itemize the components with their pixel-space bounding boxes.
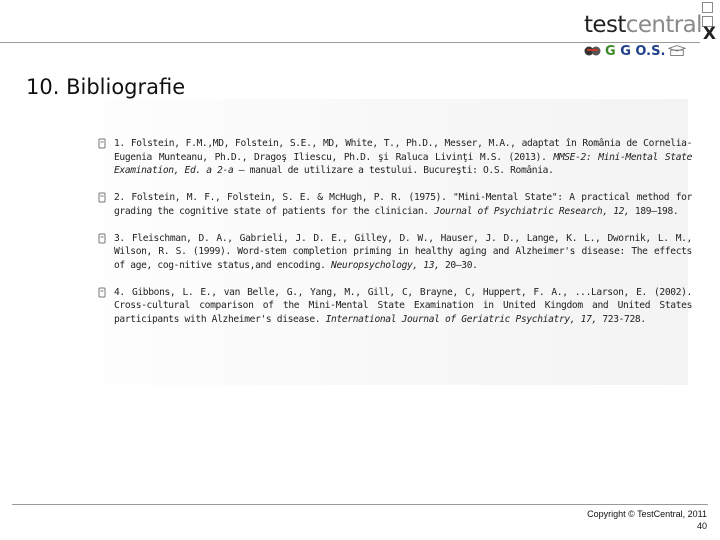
bullet-icon bbox=[98, 138, 107, 149]
partner-badge-icon bbox=[584, 44, 602, 58]
bullet-icon bbox=[98, 233, 107, 244]
slide-title: 10. Bibliografie bbox=[26, 75, 186, 99]
reference-item-4: 4. Gibbons, L. E., van Belle, G., Yang, M., Gill, C, Brayne, C, Huppert, F. A., ...Larson, E. (2002). Cross-cultural comparison of the Mini-Mental State Examination in United Kingdom and United States participants with Alzheimer's disease. International Journal of Geriatric Psychiatry, 17, 723-728. bbox=[98, 286, 692, 327]
footer-divider bbox=[12, 504, 708, 505]
reference-item-2: 2. Folstein, M. F., Folstein, S. E. & McHugh, P. R. (1975). "Mini-Mental State": A practical method for grading the cognitive state of patients for the clinician. Journal of Psychiatric Research, 12, 189–198. bbox=[98, 191, 692, 218]
header-divider bbox=[0, 42, 700, 43]
copyright-text: Copyright © TestCentral, 2011 bbox=[587, 509, 707, 519]
restore-square-icon[interactable] bbox=[702, 2, 713, 13]
page-number: 40 bbox=[696, 521, 707, 531]
brand-wordmark: testcentral bbox=[584, 12, 702, 38]
bullet-icon bbox=[98, 192, 107, 203]
reference-item-1: 1. Folstein, F.M.,MD, Folstein, S.E., MD, White, T., Ph.D., Messer, M.A., adaptat în România de Cornelia-Eugenia Munteanu, Ph.D., Dragoş Iliescu, Ph.D. şi Raluca Livinţi M.S. (2013). MMSE-2: Mini-Mental State Examination, Ed. a 2-a – manual de utilizare a testului. Bucureşti: O.S. România. bbox=[98, 137, 692, 178]
reference-item-3: 3. Fleischman, D. A., Gabrieli, J. D. E., Gilley, D. W., Hauser, J. D., Lange, K. L., Dwornik, L. M., Wilson, R. S. (1999). Word-stem completion priming in healthy aging and Alzheimer's disease: The effects of age, cog-nitive status,and encoding. Neuropsychology, 13, 20–30. bbox=[98, 232, 692, 273]
partner-logos bbox=[584, 41, 698, 61]
gos-logo-text: G G O.S. bbox=[605, 43, 666, 59]
close-button[interactable]: X bbox=[702, 24, 716, 44]
testcentral-logo bbox=[584, 12, 702, 72]
footer bbox=[587, 508, 707, 532]
reference-list bbox=[98, 137, 692, 340]
bullet-icon bbox=[98, 287, 107, 298]
book-logo-icon bbox=[668, 44, 686, 58]
